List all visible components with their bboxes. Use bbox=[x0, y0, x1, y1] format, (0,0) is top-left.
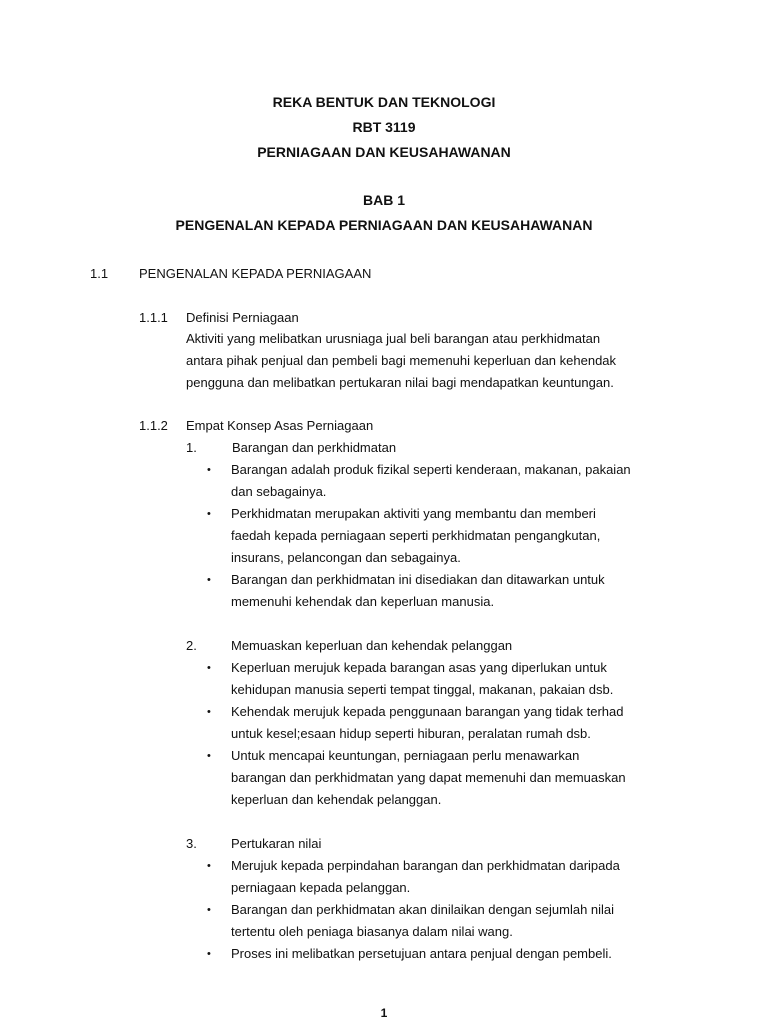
bullet-text: keperluan dan kehendak pelanggan. bbox=[231, 792, 442, 807]
bullet-text: Merujuk kepada perpindahan barangan dan perkhidmatan daripada bbox=[231, 858, 620, 873]
sub2-number: 1.1.2 bbox=[139, 418, 168, 433]
sub1-line: Aktiviti yang melibatkan urusniaga jual beli barangan atau perkhidmatan bbox=[186, 331, 601, 346]
bullet-text: Perkhidmatan merupakan aktiviti yang membantu dan memberi bbox=[231, 506, 596, 521]
bullet-text: Barangan dan perkhidmatan akan dinilaikan dengan sejumlah nilai bbox=[231, 902, 615, 917]
bullet-text: perniagaan kepada pelanggan. bbox=[231, 880, 411, 895]
bullet-icon: • bbox=[207, 706, 211, 718]
sub1-line: pengguna dan melibatkan pertukaran nilai bagi mendapatkan keuntungan. bbox=[186, 375, 614, 390]
course-code: RBT 3119 bbox=[352, 119, 416, 135]
bullet-icon: • bbox=[207, 948, 211, 960]
bullet-text: barangan dan perkhidmatan yang dapat memenuhi dan memuaskan bbox=[231, 770, 626, 785]
bullet-icon: • bbox=[207, 574, 211, 586]
bullet-icon: • bbox=[207, 750, 211, 762]
bullet-icon: • bbox=[207, 860, 211, 872]
bullet-text: faedah kepada perniagaan seperti perkhidmatan pengangkutan, bbox=[231, 528, 601, 543]
course-title: REKA BENTUK DAN TEKNOLOGI bbox=[272, 94, 496, 110]
chapter-title: PENGENALAN KEPADA PERNIAGAAN DAN KEUSAHAWANAN bbox=[175, 217, 593, 233]
bullet-text: Untuk mencapai keuntungan, perniagaan perlu menawarkan bbox=[231, 748, 580, 763]
bullet-text: Kehendak merujuk kepada penggunaan barangan yang tidak terhad bbox=[231, 704, 624, 719]
bullet-icon: • bbox=[207, 662, 211, 674]
sub1-title: Definisi Perniagaan bbox=[186, 310, 299, 325]
page-number: 1 bbox=[380, 1006, 388, 1020]
section-number: 1.1 bbox=[90, 266, 109, 281]
sub1-line: antara pihak penjual dan pembeli bagi memenuhi keperluan dan kehendak bbox=[186, 353, 617, 368]
bullet-icon: • bbox=[207, 904, 211, 916]
item-title: Pertukaran nilai bbox=[231, 836, 322, 851]
bullet-text: tertentu oleh peniaga biasanya dalam nilai wang. bbox=[231, 924, 513, 939]
bullet-text: Barangan adalah produk fizikal seperti kenderaan, makanan, pakaian bbox=[231, 462, 631, 477]
bullet-text: Proses ini melibatkan persetujuan antara penjual dengan pembeli. bbox=[231, 946, 612, 961]
sub2-title: Empat Konsep Asas Perniagaan bbox=[186, 418, 374, 433]
bullet-icon: • bbox=[207, 508, 211, 520]
bullet-text: kehidupan manusia seperti tempat tinggal, makanan, pakaian dsb. bbox=[231, 682, 614, 697]
bullet-text: dan sebagainya. bbox=[231, 484, 327, 499]
bullet-text: insurans, pelancongan dan sebagainya. bbox=[231, 550, 461, 565]
bullet-text: Keperluan merujuk kepada barangan asas yang diperlukan untuk bbox=[231, 660, 607, 675]
chapter-label: BAB 1 bbox=[362, 192, 405, 208]
item-number: 2. bbox=[186, 638, 197, 653]
item-title: Memuaskan keperluan dan kehendak pelanggan bbox=[231, 638, 513, 653]
bullet-text: Barangan dan perkhidmatan ini disediakan dan ditawarkan untuk bbox=[231, 572, 605, 587]
item-title: Barangan dan perkhidmatan bbox=[232, 440, 397, 455]
sub1-number: 1.1.1 bbox=[139, 310, 168, 325]
bullet-text: memenuhi kehendak dan keperluan manusia. bbox=[231, 594, 495, 609]
bullet-icon: • bbox=[207, 464, 211, 476]
subject-title: PERNIAGAAN DAN KEUSAHAWANAN bbox=[257, 144, 511, 160]
section-title: PENGENALAN KEPADA PERNIAGAAN bbox=[139, 266, 372, 281]
item-number: 3. bbox=[186, 836, 197, 851]
item-number: 1. bbox=[186, 440, 197, 455]
bullet-text: untuk kesel;esaan hidup seperti hiburan, peralatan rumah dsb. bbox=[231, 726, 591, 741]
